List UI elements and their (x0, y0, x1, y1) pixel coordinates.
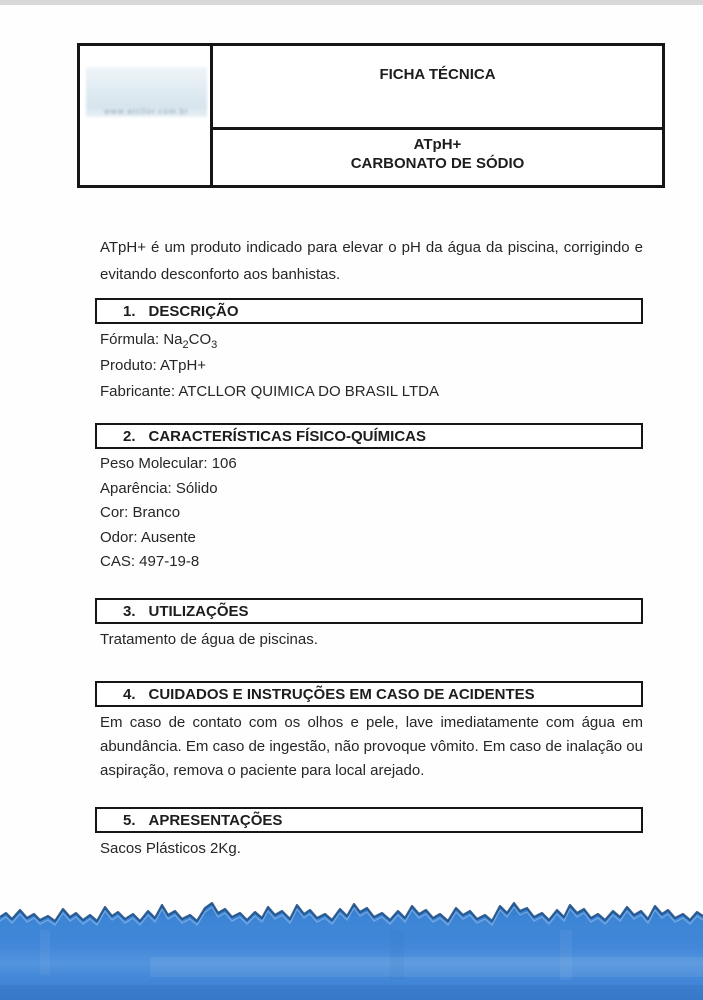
acidentes-text: Em caso de contato com os olhos e pele, lave imediatamente com água em abundância. Em caso de ingestão, não provoque vômito. Em caso de inalação ou aspiração, remova o paciente para local arejado. (100, 714, 643, 779)
section-body (95, 627, 643, 653)
header-right-column (213, 46, 662, 185)
product-title (213, 130, 662, 185)
section-5-apresentacoes (95, 807, 643, 862)
section-title: DESCRIÇÃO (148, 302, 239, 320)
section-3-utilizacoes (95, 598, 643, 653)
section-body (95, 327, 643, 405)
section-title: CARACTERÍSTICAS FÍSICO-QUÍMICAS (148, 427, 427, 445)
header-table (77, 43, 665, 188)
section-heading (95, 681, 643, 707)
section-2-caracteristicas (95, 423, 643, 575)
formula-subscript: 2 (182, 339, 189, 351)
field-formula (100, 327, 643, 353)
product-name: ATpH+ (413, 136, 462, 153)
section-number: 2. (123, 427, 136, 445)
section-title: CUIDADOS E INSTRUÇÕES EM CASO DE ACIDENTES (148, 685, 535, 703)
section-heading (95, 598, 643, 624)
section-heading (95, 298, 643, 324)
section-number: 1. (123, 302, 136, 320)
scan-edge-strip (0, 0, 703, 5)
formula-subscript: 3 (211, 339, 218, 351)
section-body (95, 836, 643, 862)
section-number: 5. (123, 811, 136, 829)
section-heading (95, 423, 643, 449)
section-1-descricao (95, 298, 643, 405)
doc-title: FICHA TÉCNICA (213, 46, 662, 130)
field-cas: CAS: 497-19-8 (100, 553, 200, 570)
logo-website-text: www.atcllor.com.br (104, 107, 189, 116)
section-heading (95, 807, 643, 833)
field-odor: Odor: Ausente (100, 528, 196, 546)
field-produto: Produto: ATpH+ (100, 357, 207, 374)
section-body (95, 711, 643, 783)
field-cor: Cor: Branco (100, 504, 181, 521)
section-number: 3. (123, 602, 136, 620)
field-fabricante: Fabricante: ATCLLOR QUIMICA DO BRASIL LTDA (100, 383, 439, 400)
intro-paragraph: ATpH+ é um produto indicado para elevar o pH da água da piscina, corrigindo e evitando desconforto aos banhistas. (100, 239, 643, 283)
section-4-cuidados (95, 681, 643, 783)
utilizacoes-text: Tratamento de água de piscinas. (100, 631, 318, 648)
product-chemical-name: CARBONATO DE SÓDIO (350, 155, 525, 172)
formula-prefix: Fórmula: Na (100, 331, 183, 348)
water-wave-graphic (0, 895, 703, 1000)
field-aparencia: Aparência: Sólido (100, 479, 218, 497)
section-title: APRESENTAÇÕES (148, 811, 283, 829)
section-number: 4. (123, 685, 136, 703)
section-body (95, 452, 643, 575)
field-peso-molecular: Peso Molecular: 106 (100, 455, 237, 472)
apresentacoes-text: Sacos Plásticos 2Kg. (100, 840, 241, 857)
formula-mid: CO (188, 331, 212, 348)
logo-cell (80, 46, 213, 185)
section-title: UTILIZAÇÕES (148, 602, 249, 620)
